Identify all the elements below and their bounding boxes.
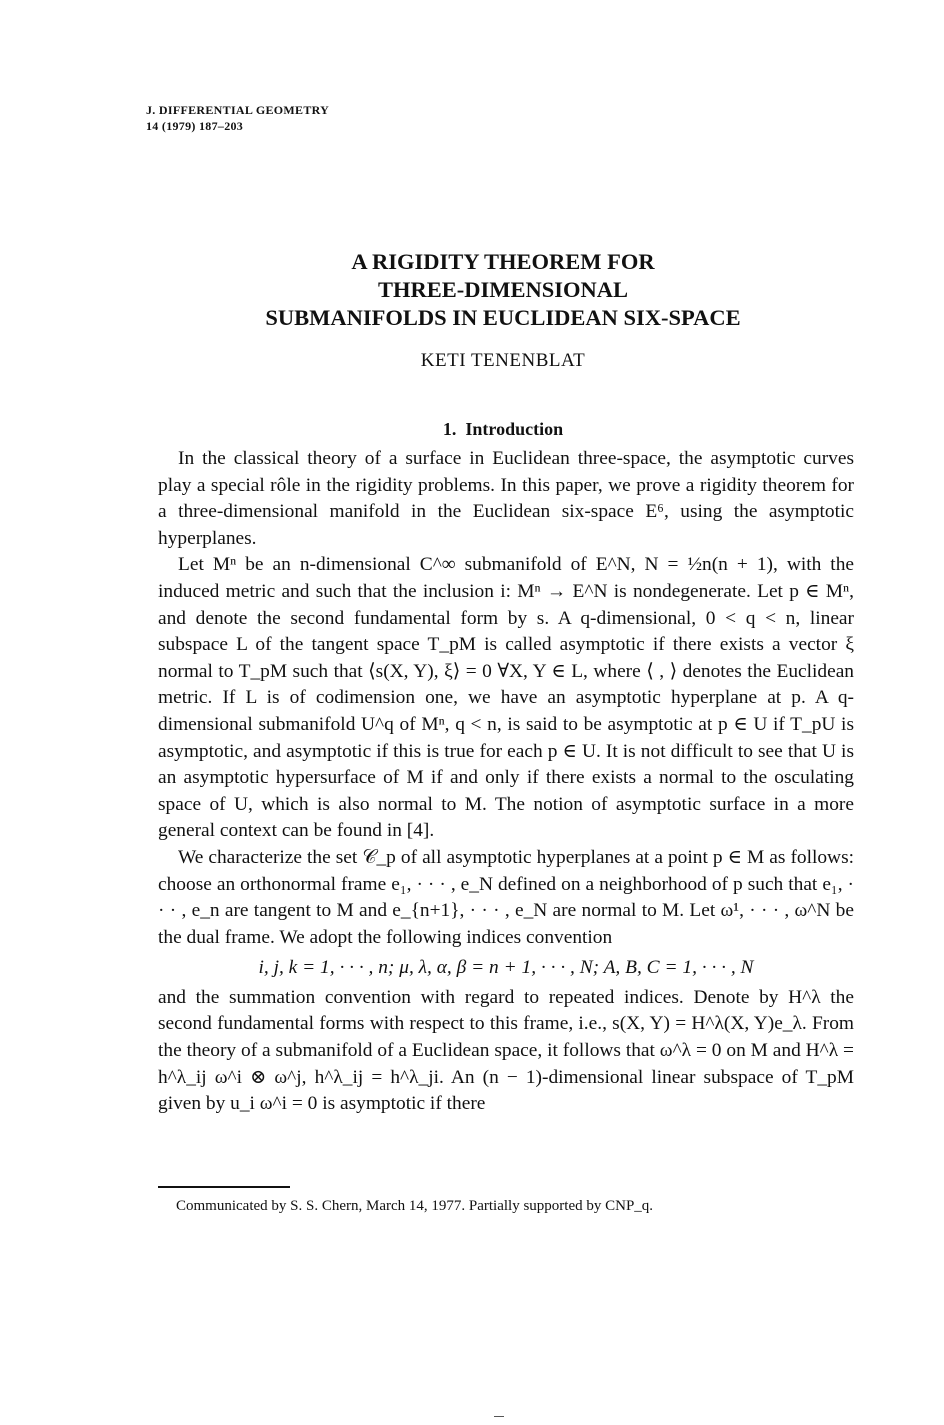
paragraph-4: and the summation convention with regard to repeated indices. Denote by H^λ the second fundamental forms with respect to this frame, i.e., s(X, Y) = H^λ(X, Y)e_λ. From the theory of a submanifold of a Euclidean space, it follows that ω^λ = 0 on M and H^λ = h^λ_ij ω^i ⊗ ω^j, h^λ_ij = h^λ_ji. An (n − 1)-dimensional linear subspace of T_pM given by u_i ω^i = 0 is asymptotic if there — [158, 986, 854, 1115]
paragraph-1: In the classical theory of a surface in Euclidean three-space, the asymptotic curves play a special rôle in the rigidity problems. In this paper, we prove a rigidity theorem for a three-dimensional manifold in the Euclidean six-space E⁶, using the asymptotic hyperplanes. — [158, 448, 854, 549]
footnote: Communicated by S. S. Chern, March 14, 1977. Partially supported by CNP_q. — [176, 1198, 654, 1214]
indices-equation: i, j, k = 1, · · · , n; μ, λ, α, β = n + 1, · · · , N; A, B, C = 1, · · · , N — [258, 957, 754, 979]
section-title: Introduction — [465, 419, 564, 439]
paragraph-2: Let Mⁿ be an n-dimensional C^∞ submanifold of E^N, N = ½n(n + 1), with the induced metric and such that the inclusion i: Mⁿ → E^N is nondegenerate. Let p ∈ Mⁿ, and denote the second fundamental form by s. A q-dimensional, 0 < q < n, linear subspace L of the tangent space T_pM is called asymptotic if there exists a vector ξ normal to T_pM such that ⟨s(X, Y), ξ⟩ = 0 ∀X, Y ∈ L, where ⟨ , ⟩ denotes the Euclidean metric. If L is of codimension one, we have an asymptotic hyperplane at p. A q-dimensional submanifold U^q of Mⁿ, q < n, is said to be asymptotic at p ∈ U if T_pU is asymptotic, and asymptotic if this is true for each p ∈ U. It is not difficult to see that U is an asymptotic hypersurface of M if and only if there exists a normal to the osculating space of U, which is also normal to M. The notion of asymptotic surface in a more general context can be found in [4]. — [158, 554, 854, 842]
body-text — [158, 446, 854, 1118]
section-heading — [150, 419, 856, 440]
paragraph-3: We characterize the set 𝒞_p of all asymptotic hyperplanes at a point p ∈ M as follows: choose an orthonormal frame e₁, · · · , e_N defined on a neighborhood of p such that e₁, · · · , e_n are tangent to M and e_{n+1}, · · · , e_N are normal to M. Let ω¹, · · · , ω^N be the dual frame. We adopt the following indices convention — [158, 846, 854, 948]
page-mark — [494, 1416, 504, 1417]
title-line-2: THREE-DIMENSIONAL — [377, 277, 629, 302]
journal-volume: 14 (1979) 187–203 — [146, 119, 244, 133]
journal-header — [146, 102, 329, 134]
section-number: 1. — [442, 419, 457, 439]
footnote-divider — [158, 1186, 290, 1188]
paper-title — [150, 248, 856, 332]
title-line-3: SUBMANIFOLDS IN EUCLIDEAN SIX-SPACE — [265, 305, 741, 330]
author-name: KETI TENENBLAT — [420, 350, 586, 371]
title-line-1: A RIGIDITY THEOREM FOR — [351, 249, 655, 274]
journal-name: J. DIFFERENTIAL GEOMETRY — [146, 103, 330, 117]
